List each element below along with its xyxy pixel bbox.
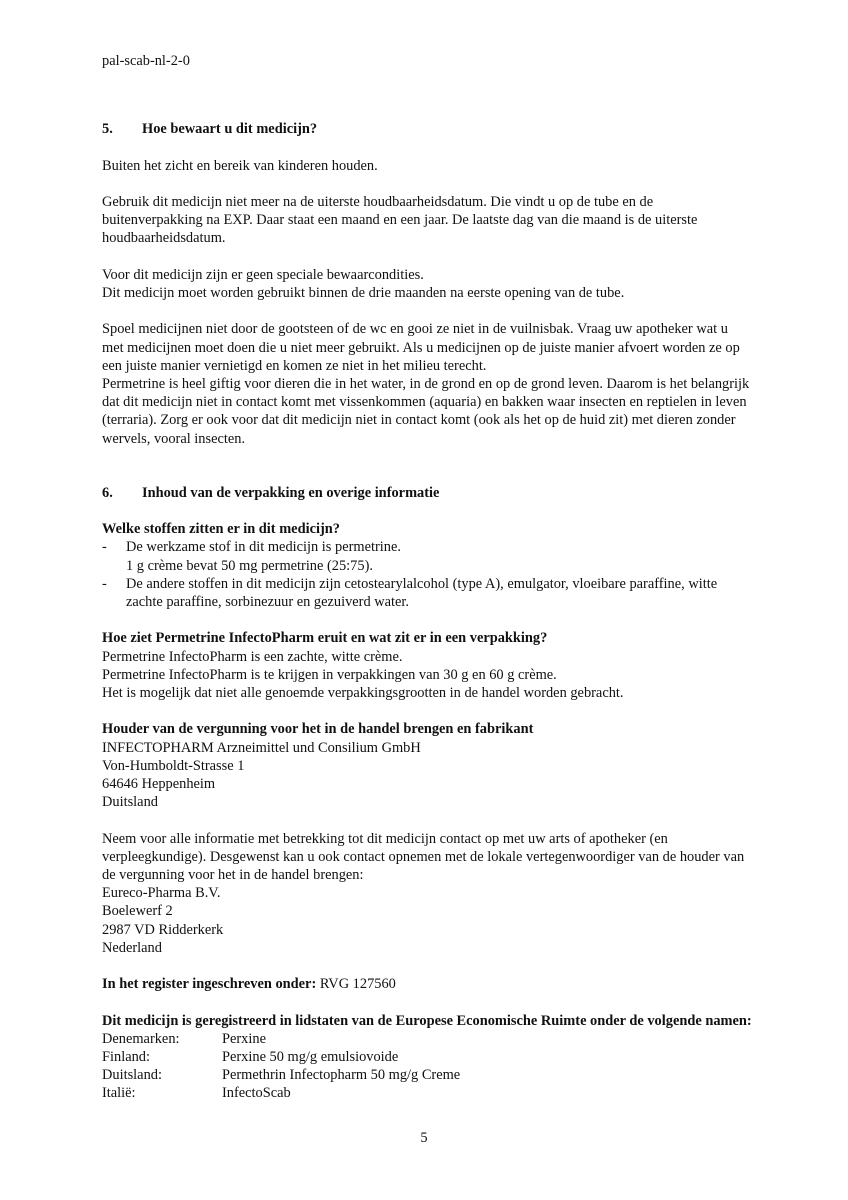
appearance-line: Permetrine InfectoPharm is een zachte, witte crème. (102, 648, 403, 665)
page-number: 5 (420, 1130, 428, 1146)
holder-address-line: INFECTOPHARM Arzneimittel und Consilium GmbH (102, 739, 421, 756)
document-id: pal-scab-nl-2-0 (102, 53, 190, 69)
holder-address-line: 64646 Heppenheim (102, 776, 216, 792)
storage-paragraph-disposal: Spoel medicijnen niet door de gootsteen of de wc en gooi ze niet in de vuilnisbak. Vraag uw apotheker wat u met medicijnen moet doen die u niet meer gebruikt. Als u medicijnen op de juiste manier afvoert worden ze op een juiste manier vernietigd en komen ze niet in het milieu terecht. (102, 321, 740, 374)
holder-address-line: Von-Humboldt-Strasse 1 (102, 757, 245, 774)
storage-paragraph-expiry: Gebruik dit medicijn niet meer na de uiterste houdbaarheidsdatum. Die vindt u op de tube en de buitenverpakking na EXP. Daar staat een maand en een jaar. De laatste dag van die maand is de uiterste houdbaarheidsdatum. (102, 193, 698, 247)
holder-heading: Houder van de vergunning voor het in de handel brengen en fabrikant (102, 721, 534, 738)
representative-address-line: Boelewerf 2 (102, 903, 173, 920)
table-row (102, 1066, 460, 1084)
register-number: RVG 127560 (319, 976, 396, 993)
document-page (102, 52, 752, 1103)
section-5-heading (102, 120, 752, 138)
section-6-heading (102, 484, 752, 502)
country-cell: Denemarken: (102, 1030, 180, 1047)
storage-paragraph-children: Buiten het zicht en bereik van kinderen houden. (102, 157, 378, 174)
other-substances-text: De andere stoffen in dit medicijn zijn cetostearylalcohol (type A), emulgator, vloeibare paraffine, witte zachte paraffine, sorbinezuur en gezuiverd water. (126, 575, 718, 610)
holder-address-line: Duitsland (102, 794, 158, 811)
contact-paragraph: Neem voor alle informatie met betrekking tot dit medicijn contact op met uw arts of apotheker (en verpleegkundige). Desgewenst kan u ook contact opnemen met de lokale vertegenwoordiger van de houder van de vergunning voor het in de handel brengen: (102, 830, 745, 883)
eea-names-table (102, 1030, 460, 1103)
register-line (102, 975, 752, 993)
section-6-number: 6. (102, 484, 113, 501)
table-row (102, 1030, 460, 1048)
storage-paragraph-conditions: Voor dit medicijn zijn er geen speciale bewaarcondities. (102, 266, 424, 283)
section-6-title: Inhoud van de verpakking en overige informatie (142, 484, 440, 501)
representative-address-line: Eureco-Pharma B.V. (102, 885, 221, 902)
country-cell: Duitsland: (102, 1067, 162, 1084)
appearance-heading: Hoe ziet Permetrine InfectoPharm eruit en wat zit er in een verpakking? (102, 630, 548, 647)
representative-address-line: Nederland (102, 939, 162, 956)
section-5-title: Hoe bewaart u dit medicijn? (142, 121, 318, 138)
table-row (102, 1048, 460, 1066)
product-name-cell: Permethrin Infectopharm 50 mg/g Creme (222, 1067, 461, 1084)
storage-paragraph-use-period: Dit medicijn moet worden gebruikt binnen de drie maanden na eerste opening van de tube. (102, 284, 625, 301)
list-item (102, 575, 752, 611)
list-item (102, 538, 752, 574)
product-name-cell: InfectoScab (222, 1085, 291, 1102)
appearance-line: Permetrine InfectoPharm is te krijgen in verpakkingen van 30 g en 60 g crème. (102, 666, 557, 683)
active-substance-amount: 1 g crème bevat 50 mg permetrine (25:75). (126, 557, 373, 574)
representative-address-line: 2987 VD Ridderkerk (102, 921, 224, 938)
appearance-line: Het is mogelijk dat niet alle genoemde verpakkingsgrootten in de handel worden gebracht. (102, 685, 624, 701)
country-cell: Finland: (102, 1049, 150, 1065)
section-5-number: 5. (102, 121, 113, 138)
storage-paragraph-environment: Permetrine is heel giftig voor dieren die in het water, in de grond en op de grond leven. Daarom is het belangrijk dat dit medicijn niet in contact komt met vissenkommen (aquaria) en bakken waar insecten en reptielen in leven (terraria). Zorg er ook voor dat dit medicijn niet in contact komt (ook als het op de huid zit) met dieren zonder wervels, vooral insecten. (102, 375, 750, 447)
ingredients-heading: Welke stoffen zitten er in dit medicijn? (102, 521, 340, 538)
active-substance-text: De werkzame stof in dit medicijn is permetrine. (126, 539, 401, 556)
register-label: In het register ingeschreven onder: (102, 976, 317, 993)
product-name-cell: Perxine 50 mg/g emulsiovoide (222, 1049, 399, 1065)
table-row (102, 1084, 460, 1102)
ingredients-list (102, 538, 752, 611)
country-cell: Italië: (102, 1085, 136, 1102)
product-name-cell: Perxine (222, 1030, 266, 1047)
eea-heading: Dit medicijn is geregistreerd in lidstaten van de Europese Economische Ruimte onder de volgende namen: (102, 1012, 752, 1029)
